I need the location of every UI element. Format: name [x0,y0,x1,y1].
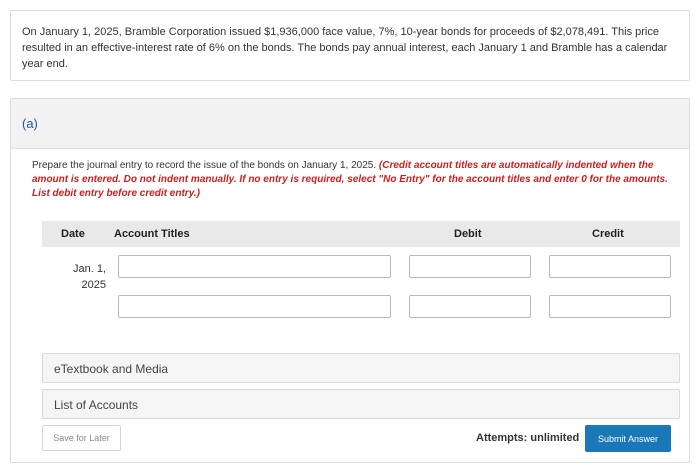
table-row [42,295,680,335]
row-date-day: Jan. 1, [72,263,106,275]
row-date-year: 2025 [81,279,106,291]
problem-statement-box [10,10,690,81]
list-of-accounts-toggle[interactable] [42,389,680,419]
instructions [32,159,672,201]
instruction-text: Prepare the journal entry to record the issue of the bonds on January 1, 2025. [32,160,377,171]
problem-text: On January 1, 2025, Bramble Corporation issued $1,936,000 face value, 7%, 10-year bonds for proceeds of $2,078,491. This price resulted in an effective-interest rate of 6% on the bonds. The bonds pay annual interest, each January 1 and Bramble has a calendar year end. [22,26,668,70]
debit-input[interactable] [409,295,531,318]
credit-input[interactable] [549,255,671,278]
header-account-titles: Account Titles [114,228,190,240]
journal-entry-table [42,221,680,335]
attempts-label: Attempts: unlimited [476,432,580,444]
account-title-input[interactable] [118,295,391,318]
part-header [11,99,689,149]
instruction-note: (Credit account titles are automatically indented when the amount is entered. Do not indent manually. If no entry is required, select "No Entry" for the account titles and enter 0 for the amounts. List debit entry before credit entry.) [32,160,668,199]
part-a-panel [10,98,690,463]
etextbook-media-toggle[interactable] [42,353,680,383]
header-debit: Debit [454,228,482,240]
submit-answer-button[interactable]: Submit Answer [585,425,671,452]
part-label: (a) [22,116,38,131]
row-date [56,261,106,293]
header-date: Date [61,228,85,240]
credit-input[interactable] [549,295,671,318]
table-header [42,221,680,247]
header-credit: Credit [592,228,624,240]
debit-input[interactable] [409,255,531,278]
list-of-accounts-label: List of Accounts [54,398,139,412]
save-for-later-button[interactable]: Save for Later [42,425,121,451]
etextbook-media-label: eTextbook and Media [54,362,169,376]
account-title-input[interactable] [118,255,391,278]
table-row [42,255,680,295]
